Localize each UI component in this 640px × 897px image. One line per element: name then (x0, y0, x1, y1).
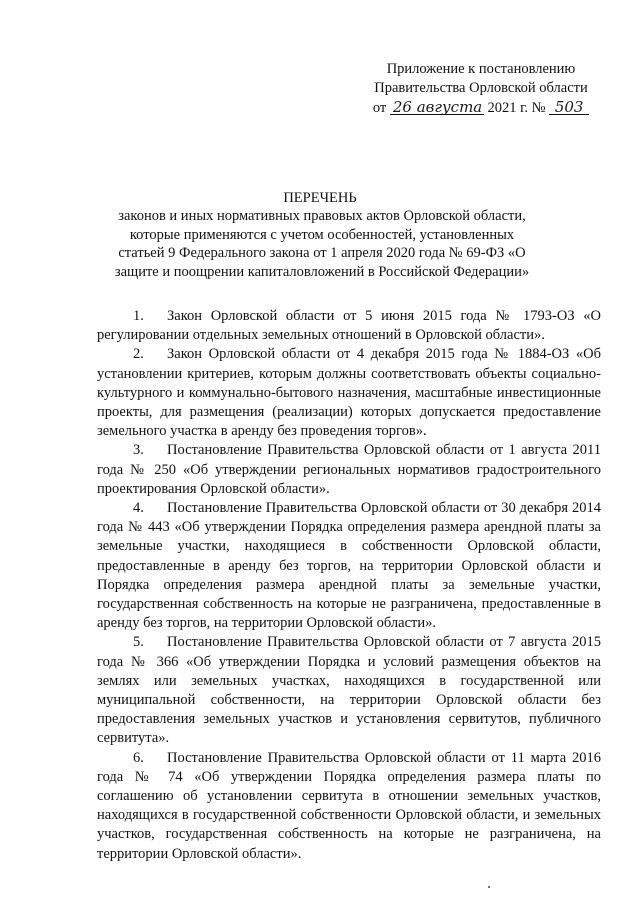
list-item (97, 345, 601, 441)
item-number: 6. (133, 749, 144, 766)
date-prefix: от (372, 100, 387, 116)
appendix-line-2: Правительства Орловской области (374, 80, 588, 96)
list-item (97, 441, 601, 499)
appendix-line-1: Приложение к постановлению (386, 61, 576, 77)
appendix-header (356, 60, 606, 118)
item-text: Постановление Правительства Орловской области от 1 августа 2011 года № 250 «Об утверждении региональных нормативов градостроительного проектирования Орловской области». (97, 442, 601, 497)
item-number: 1. (133, 308, 144, 324)
item-number: 2. (133, 346, 144, 363)
item-text: Закон Орловской области от 5 июня 2015 года № 1793-ОЗ «О регулировании отдельных земельных отношений в Орловской области». (97, 308, 601, 344)
list-item (97, 307, 601, 345)
item-number: 3. (133, 442, 144, 459)
handwritten-number: 503 (549, 98, 589, 117)
handwritten-date: 26 августа (390, 98, 484, 117)
list-item (97, 633, 601, 748)
document-title: ПЕРЕЧЕНЬ (283, 190, 357, 206)
document-subtitle: законов и иных нормативных правовых актов Орловской области, которые применяются с учетом особенностей, установленных статьей 9 Федерального закона от 1 апреля 2020 года № 69-ФЗ «О защите и поощрении капиталовложений в Российской Федерации» (114, 208, 530, 280)
year-label: 2021 г. № (487, 100, 546, 116)
acts-list (97, 307, 601, 864)
item-text: Постановление Правительства Орловской области от 11 марта 2016 года № 74 «Об утверждении Порядка определения размера платы по соглашению об установлении сервитута в отношении земельных участков, находящихся в государственной собственности Орловской области, и земельных участков, государственная собственность на которые не разграничена, на территории Орловской области». (97, 749, 601, 862)
item-text: Закон Орловской области от 4 декабря 2015 года № 1884-ОЗ «Об установлении критериев, которым должны соответствовать объекты социально-культурного и коммунально-бытового назначения, масштабные инвестиционные проекты, для размещения (реализации) которых допускается предоставление земельного участка в аренду без проведения торгов». (97, 346, 601, 440)
item-text: Постановление Правительства Орловской области от 7 августа 2015 года № 366 «Об утверждении Порядка и условий размещения объектов на землях или земельных участках, находящихся в государственной или муниципальной собственности, на территории Орловской области без предоставления земельных участков и установления сервитутов, публичного сервитута». (97, 634, 601, 747)
appendix-date-line (356, 98, 606, 118)
item-number: 5. (133, 634, 144, 651)
item-text: Постановление Правительства Орловской области от 30 декабря 2014 года № 443 «Об утверждении Порядка определения размера арендной платы за земельные участки, находящиеся в собственности Орловской области, предоставленные в аренду без торгов, на территории Орловской области и Порядка определения размера арендной платы за земельные участки, государственная собственность на которые не разграничена, предоставленные в аренду без торгов, на территории Орловской области». (97, 500, 601, 632)
scan-speck (488, 886, 490, 888)
item-number: 4. (133, 500, 144, 517)
list-item (97, 499, 601, 633)
list-item (97, 749, 601, 864)
